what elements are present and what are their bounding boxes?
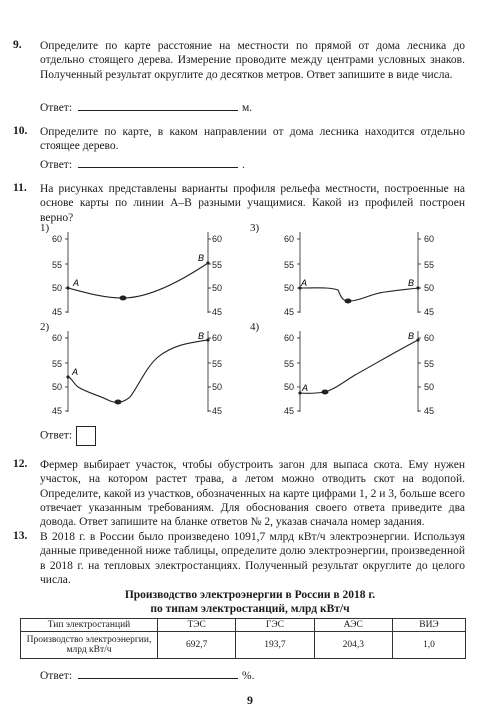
point-label-b: B: [408, 331, 415, 341]
tick-label: 60: [212, 234, 223, 244]
table-cell: 692,7: [158, 632, 236, 659]
header-cell: ВИЭ: [392, 619, 465, 632]
profile-marker: [322, 390, 329, 395]
question-text: На рисунках представлены варианты профиля рельефа местности, построенные на основе карты по линии А–В разными учащимися. Какой из профилей построен верно?: [40, 183, 465, 224]
profile-3-chart: [270, 228, 470, 318]
profile-end-point: [416, 338, 419, 341]
table-title-line-2: по типам электростанций, млрд кВт/ч: [150, 603, 350, 615]
tick-label: 60: [212, 333, 223, 343]
answer-label: Ответ:: [40, 102, 73, 114]
answer-unit: .: [242, 159, 245, 171]
tick-label: 50: [283, 382, 294, 392]
question-text: В 2018 г. в России было произведено 1091,7 млрд кВт/ч электроэнергии. Используя данные приведенной ниже таблицы, определите долю электроэнергии, произведенной в 2018 г. на тепловых электростанциях. Полученный результат округлите до целого числа.: [40, 531, 465, 586]
question-number: 12.: [13, 458, 28, 470]
row-label: Производство электроэнергии, млрд кВт/ч: [21, 632, 158, 659]
tick-label: 55: [212, 260, 223, 270]
tick-label: 55: [283, 359, 294, 369]
header-cell: Тип электростанций: [21, 619, 158, 632]
profile-4-chart: [270, 327, 470, 417]
question-text: Фермер выбирает участок, чтобы обустроить загон для выпаса скота. Ему нужен участок, на котором растет трава, а летом можно отводить скот на водопой. Определите, какой из участков, обозначенных на карте цифрами 1, 2 и 3, больше всего отвечает указанным требованиям. Для обоснования своего ответа приведите два довода. Ответ запишите на бланке ответов № 2, указав сначала номер задания.: [40, 459, 465, 529]
profile-4-label: 4): [250, 321, 260, 333]
question-number: 13.: [13, 530, 28, 542]
profile-3-label: 3): [250, 222, 260, 234]
profile-marker: [345, 299, 352, 304]
point-label-b: B: [198, 253, 205, 263]
point-label-a: A: [73, 278, 80, 288]
answer-label: Ответ:: [40, 429, 73, 442]
profile-end-point: [206, 338, 209, 341]
tick-label: 55: [424, 260, 435, 270]
profile-end-point: [206, 261, 209, 264]
table-title-line-1: Производство электроэнергии в России в 2018 г.: [124, 589, 376, 601]
question-number: 11.: [13, 182, 27, 194]
question-text: Определите по карте расстояние на местности по прямой от дома лесника до отдельно стоящего дерева. Измерение проводите между центрами условных знаков. Полученный результат округлите до десятков метров. Ответ запишите в виде числа.: [40, 40, 465, 81]
answer-label: Ответ:: [40, 670, 73, 682]
profile-curve: [300, 288, 418, 301]
profile-marker: [120, 296, 127, 301]
tick-label: 55: [424, 359, 435, 369]
profile-2-label: 2): [40, 321, 50, 333]
profile-curve: [68, 340, 208, 402]
answer-field[interactable]: [78, 668, 238, 679]
tick-label: 55: [212, 359, 223, 369]
point-label-a: A: [72, 367, 79, 377]
answer-unit: м.: [242, 102, 253, 114]
tick-label: 45: [424, 406, 435, 416]
tick-label: 60: [424, 234, 435, 244]
answer-row-11: [40, 426, 96, 446]
answer-field[interactable]: [78, 157, 238, 168]
point-label-a: A: [302, 383, 309, 393]
tick-label: 50: [212, 382, 223, 392]
point-label-a: A: [301, 278, 308, 288]
profile-2-chart: [38, 327, 238, 417]
tick-label: 50: [424, 283, 435, 293]
tick-label: 50: [51, 382, 62, 392]
page-number: 9: [247, 693, 253, 707]
tick-label: 60: [283, 333, 294, 343]
tick-label: 50: [424, 382, 435, 392]
profile-curve: [300, 340, 418, 393]
answer-row: [40, 157, 245, 171]
profile-1-chart: [38, 228, 238, 318]
profile-start-point: [66, 375, 69, 378]
tick-label: 60: [424, 333, 435, 343]
tick-label: 60: [51, 333, 62, 343]
question-text: Определите по карте, в каком направлении от дома лесника находится отдельно стоящее дерево.: [40, 126, 465, 153]
answer-field[interactable]: [78, 100, 238, 111]
answer-row: [40, 100, 252, 114]
profile-curve: [68, 263, 208, 298]
profile-marker: [115, 400, 122, 405]
table-cell: 1,0: [392, 632, 465, 659]
tick-label: 55: [51, 359, 62, 369]
profile-end-point: [416, 286, 419, 289]
profile-1-label: 1): [40, 222, 50, 234]
header-cell: ТЭС: [158, 619, 236, 632]
question-number: 10.: [13, 125, 28, 137]
tick-label: 55: [283, 260, 294, 270]
point-label-b: B: [198, 331, 205, 341]
header-cell: АЭС: [314, 619, 392, 632]
tick-label: 45: [424, 307, 435, 317]
answer-label: Ответ:: [40, 159, 73, 171]
answer-box[interactable]: [76, 426, 96, 446]
tick-label: 45: [51, 406, 62, 416]
tick-label: 45: [51, 307, 62, 317]
tick-label: 45: [283, 406, 294, 416]
answer-unit: %.: [242, 670, 255, 682]
tick-label: 50: [283, 283, 294, 293]
table-cell: 193,7: [236, 632, 314, 659]
table-cell: 204,3: [314, 632, 392, 659]
answer-row-13: [40, 668, 255, 682]
question-number: 9.: [13, 39, 22, 51]
profile-start-point: [66, 286, 69, 289]
tick-label: 50: [212, 283, 223, 293]
table-header-row: [21, 619, 466, 632]
tick-label: 45: [212, 307, 223, 317]
table-row: [21, 632, 466, 659]
tick-label: 45: [212, 406, 223, 416]
tick-label: 60: [283, 234, 294, 244]
header-cell: ГЭС: [236, 619, 314, 632]
tick-label: 55: [51, 260, 62, 270]
tick-label: 60: [51, 234, 62, 244]
point-label-b: B: [408, 278, 415, 288]
tick-label: 50: [51, 283, 62, 293]
tick-label: 45: [283, 307, 294, 317]
energy-table: [20, 618, 466, 659]
